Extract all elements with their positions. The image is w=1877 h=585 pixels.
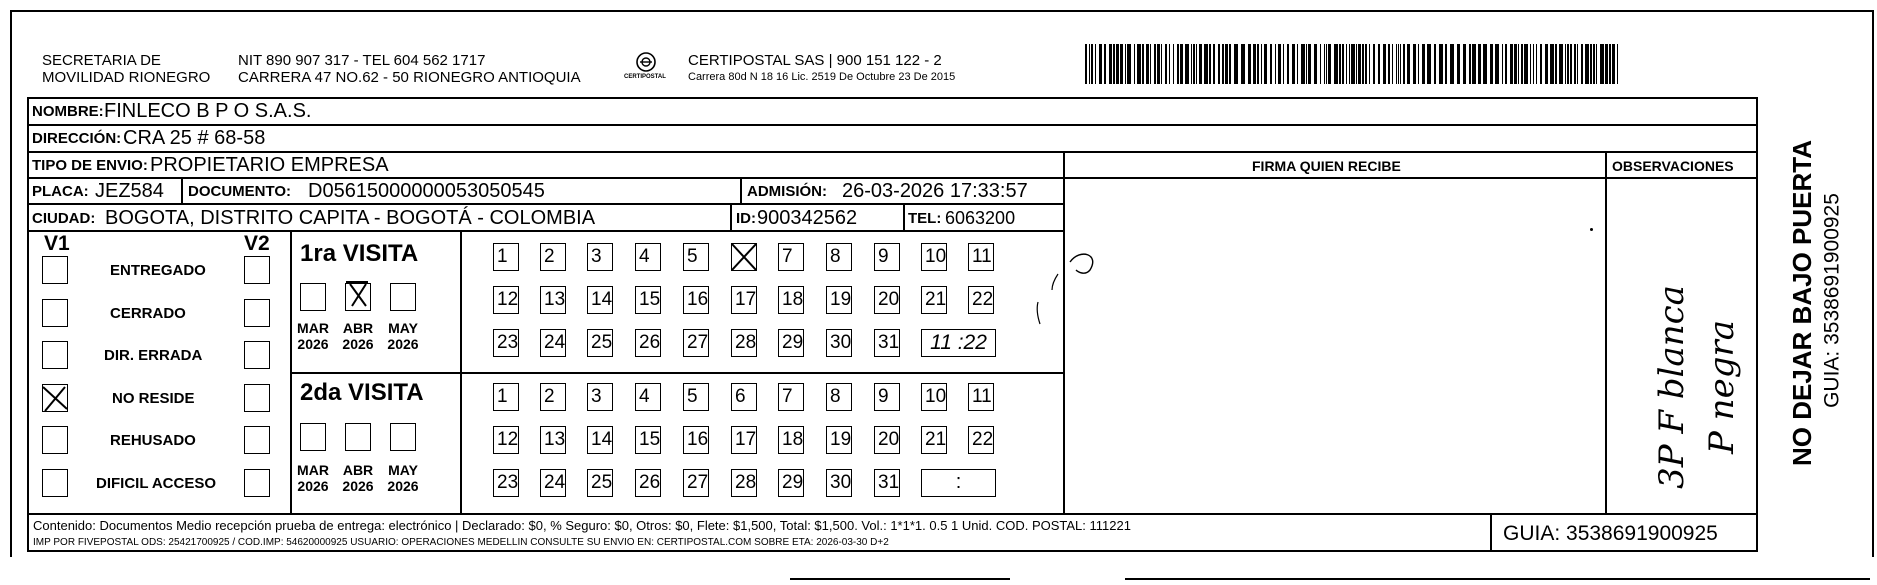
- barcode-bar: [1596, 44, 1597, 84]
- barcode-bar: [1180, 44, 1183, 84]
- barcode-bar: [1577, 44, 1578, 84]
- admision-value: 26-03-2026 17:33:57: [842, 180, 1028, 202]
- v2-checkbox[interactable]: [244, 426, 270, 454]
- barcode-bar: [1196, 44, 1197, 84]
- barcode-bar: [1199, 44, 1202, 84]
- day-box[interactable]: 20: [874, 426, 900, 454]
- barcode-bar: [1283, 44, 1284, 84]
- month-label: [291, 320, 335, 352]
- month-year: 2026: [297, 478, 329, 495]
- observation-line-2: P negra: [1702, 320, 1742, 454]
- month-checkbox[interactable]: [390, 423, 416, 451]
- footer-line-1: Contenido: Documentos Medio recepción prueba de entrega: electrónico | Declarado: $0, % Seguro: $0, Otros: $0, Flete: $1,500, Total: $1,500. Vol.: 1*1*1. 0.5 1 Unid. COD. POSTAL: 111221: [33, 518, 1131, 533]
- month-checkbox[interactable]: [300, 283, 326, 311]
- observaciones-header: OBSERVACIONES: [1612, 158, 1734, 174]
- day-box[interactable]: 3: [587, 383, 613, 411]
- admision-label: ADMISIÓN:: [747, 183, 827, 200]
- barcode-bar: [1365, 44, 1367, 84]
- barcode-bar: [1301, 44, 1305, 84]
- barcode-bar: [1396, 44, 1397, 84]
- v1-checkbox[interactable]: [42, 256, 68, 284]
- barcode-bar: [1612, 44, 1615, 84]
- barcode-bar: [1248, 44, 1251, 84]
- barcode-bar: [1120, 44, 1123, 84]
- day-box[interactable]: 26: [635, 329, 661, 357]
- month-name: MAR: [297, 320, 329, 336]
- month-name: MAR: [297, 462, 329, 478]
- id-value: 900342562: [757, 207, 858, 229]
- barcode-bar: [1218, 44, 1220, 84]
- day-box[interactable]: 11: [968, 243, 994, 271]
- first-visit-time[interactable]: 11 :22: [921, 329, 996, 357]
- day-box[interactable]: 14: [587, 286, 613, 314]
- direccion-value: CRA 25 # 68-58: [123, 127, 266, 149]
- observations-handwritten: [1612, 260, 1752, 505]
- day-box[interactable]: 14: [587, 426, 613, 454]
- barcode-bar: [1342, 44, 1344, 84]
- barcode-bar: [1565, 44, 1566, 84]
- barcode-bar: [1483, 44, 1487, 84]
- day-box[interactable]: 19: [826, 426, 852, 454]
- month-name: MAY: [388, 320, 418, 336]
- barcode-bar: [1173, 44, 1174, 84]
- day-box[interactable]: 2: [540, 383, 566, 411]
- month-checkbox[interactable]: [300, 423, 326, 451]
- v2-checkbox[interactable]: [244, 341, 270, 369]
- barcode-bar: [1600, 44, 1604, 84]
- carrier-line-2: Carrera 80d N 18 16 Lic. 2519 De Octubre 23 De 2015: [688, 71, 956, 83]
- day-box[interactable]: 12: [493, 286, 519, 314]
- barcode-bar: [1570, 44, 1572, 84]
- barcode-bar: [1398, 44, 1399, 84]
- side-guia: GUIA: 3538691900925: [1820, 193, 1844, 408]
- barcode-bar: [1514, 44, 1517, 84]
- month-label: [336, 320, 380, 352]
- barcode-bar: [1089, 44, 1090, 84]
- barcode-bar: [1095, 44, 1096, 84]
- v1-checkbox[interactable]: [42, 426, 68, 454]
- barcode-bar: [1530, 44, 1531, 84]
- status-label: DIR. ERRADA: [104, 347, 203, 364]
- barcode-bar: [1400, 44, 1401, 84]
- sender-line-2: MOVILIDAD RIONEGRO: [42, 69, 211, 86]
- day-box[interactable]: 9: [874, 243, 900, 271]
- barcode-bar: [1334, 44, 1338, 84]
- day-box[interactable]: 6: [731, 383, 757, 411]
- barcode-bar: [1609, 44, 1611, 84]
- barcode-bar: [1085, 44, 1087, 84]
- day-box[interactable]: 20: [874, 286, 900, 314]
- barcode-bar: [1328, 44, 1331, 84]
- day-box[interactable]: 1: [493, 383, 519, 411]
- day-box[interactable]: 18: [778, 426, 804, 454]
- day-box[interactable]: 5: [683, 243, 709, 271]
- barcode-bar: [1297, 44, 1298, 84]
- barcode-bar: [1373, 44, 1375, 84]
- barcode-bar: [1524, 44, 1528, 84]
- placa-label: PLACA:: [32, 183, 89, 200]
- barcode-bar: [1177, 44, 1179, 84]
- day-box[interactable]: 15: [635, 426, 661, 454]
- day-box[interactable]: 3: [587, 243, 613, 271]
- day-box[interactable]: 10: [921, 243, 947, 271]
- day-box[interactable]: 24: [540, 469, 566, 497]
- day-box[interactable]: 4: [635, 243, 661, 271]
- barcode-bar: [1434, 44, 1436, 84]
- barcode-bar: [1161, 44, 1162, 84]
- day-box[interactable]: 31: [874, 329, 900, 357]
- v2-checkbox[interactable]: [244, 256, 270, 284]
- day-box[interactable]: 13: [540, 286, 566, 314]
- barcode-bar: [1314, 44, 1317, 84]
- month-year: 2026: [342, 478, 374, 495]
- tel-value: 6063200: [945, 208, 1016, 228]
- v2-label: V2: [244, 232, 270, 255]
- day-box[interactable]: 15: [635, 286, 661, 314]
- day-box[interactable]: 12: [493, 426, 519, 454]
- barcode-bar: [1356, 44, 1357, 84]
- day-box[interactable]: 16: [683, 426, 709, 454]
- barcode-bar: [1469, 44, 1471, 84]
- barcode-bar: [1457, 44, 1460, 84]
- month-checkbox[interactable]: [345, 283, 371, 311]
- barcode-bar: [1320, 44, 1321, 84]
- barcode-bar: [1418, 44, 1419, 84]
- direccion-label: DIRECCIÓN:: [32, 130, 122, 147]
- barcode-bar: [1287, 44, 1289, 84]
- certipostal-logo: [620, 52, 672, 84]
- v1-label: V1: [44, 232, 70, 255]
- barcode-bar: [1346, 44, 1347, 84]
- barcode-bar: [1154, 44, 1156, 84]
- month-label: [336, 462, 380, 494]
- day-box[interactable]: [731, 243, 757, 271]
- day-box[interactable]: 25: [587, 329, 613, 357]
- day-box[interactable]: 21: [921, 286, 947, 314]
- day-box[interactable]: 4: [635, 383, 661, 411]
- day-box[interactable]: 21: [921, 426, 947, 454]
- barcode-bar: [1137, 44, 1141, 84]
- v2-checkbox[interactable]: [244, 299, 270, 327]
- barcode-bar: [1351, 44, 1355, 84]
- barcode-bar: [1358, 44, 1361, 84]
- firma-header: FIRMA QUIEN RECIBE: [1252, 158, 1401, 174]
- barcode-bar: [1533, 44, 1534, 84]
- day-box[interactable]: 22: [968, 426, 994, 454]
- month-year: 2026: [297, 336, 329, 353]
- barcode-bar: [1127, 44, 1131, 84]
- barcode-bar: [1585, 44, 1589, 84]
- barcode-bar: [1113, 44, 1115, 84]
- ink-dot: [1590, 228, 1593, 231]
- barcode-bar: [1427, 44, 1431, 84]
- barcode-bar: [1403, 44, 1405, 84]
- month-label: [381, 320, 425, 352]
- v1-checkbox[interactable]: [42, 341, 68, 369]
- day-box[interactable]: 30: [826, 469, 852, 497]
- footer-line-2: IMP POR FIVEPOSTAL ODS: 25421700925 / COD.IMP: 54620000925 USUARIO: OPERACIONES MEDELLIN CONSULTE SU ENVIO EN: CERTIPOSTAL.COM SOBRE ETA: 2026-03-30 D+2: [33, 537, 889, 548]
- side-warning: NO DEJAR BAJO PUERTA: [1787, 140, 1817, 467]
- v1-checkbox[interactable]: [42, 299, 68, 327]
- barcode-bar: [1536, 44, 1537, 84]
- barcode-bar: [1257, 44, 1259, 84]
- day-box[interactable]: 26: [635, 469, 661, 497]
- barcode-bar: [1495, 44, 1499, 84]
- barcode-bar: [1445, 44, 1447, 84]
- day-box[interactable]: 22: [968, 286, 994, 314]
- logo-text: CERTIPOSTAL: [624, 74, 666, 80]
- barcode-bar: [1134, 44, 1135, 84]
- barcode-bar: [1472, 44, 1476, 84]
- footer-guia: GUIA: 3538691900925: [1503, 522, 1718, 545]
- barcode-bar: [1510, 44, 1513, 84]
- barcode-bar: [1116, 44, 1119, 84]
- month-year: 2026: [342, 336, 374, 353]
- ciudad-value: BOGOTA, DISTRITO CAPITA - BOGOTÁ - COLOMBIA: [105, 207, 596, 229]
- day-box[interactable]: 28: [731, 469, 757, 497]
- day-box[interactable]: 1: [493, 243, 519, 271]
- barcode-bar: [1439, 44, 1443, 84]
- barcode-bar: [1540, 44, 1542, 84]
- day-box[interactable]: 2: [540, 243, 566, 271]
- barcode-bar: [1104, 44, 1106, 84]
- day-box[interactable]: 8: [826, 383, 852, 411]
- tipo-label: TIPO DE ENVIO:: [32, 157, 148, 174]
- barcode-bar: [1193, 44, 1195, 84]
- barcode-bar: [1229, 44, 1231, 84]
- v1-checkbox[interactable]: [42, 384, 68, 412]
- barcode-bar: [1463, 44, 1466, 84]
- barcode-bar: [1146, 44, 1149, 84]
- barcode-bar: [1378, 44, 1380, 84]
- day-box[interactable]: 8: [826, 243, 852, 271]
- barcode-bar: [1545, 44, 1548, 84]
- day-box[interactable]: 30: [826, 329, 852, 357]
- barcode-bar: [1502, 44, 1503, 84]
- status-label: REHUSADO: [110, 432, 196, 449]
- barcode-bar: [1109, 44, 1112, 84]
- barcode-bar: [1234, 44, 1238, 84]
- month-year: 2026: [387, 336, 419, 353]
- barcode-bar: [1605, 44, 1608, 84]
- month-checkbox[interactable]: [390, 283, 416, 311]
- day-box[interactable]: 27: [683, 329, 709, 357]
- v2-checkbox[interactable]: [244, 469, 270, 497]
- day-box[interactable]: 9: [874, 383, 900, 411]
- barcode-bar: [1617, 44, 1618, 84]
- barcode-bar: [1209, 44, 1211, 84]
- month-name: ABR: [342, 320, 374, 336]
- bottom-rule-right: [1125, 578, 1870, 580]
- day-box[interactable]: 13: [540, 426, 566, 454]
- barcode-bar: [1413, 44, 1416, 84]
- barcode-bar: [1099, 44, 1102, 84]
- nombre-label: NOMBRE:: [32, 103, 104, 120]
- side-text: [1762, 100, 1852, 500]
- barcode-bar: [1275, 44, 1276, 84]
- bottom-rule-left: [790, 578, 1010, 580]
- ciudad-label: CIUDAD:: [32, 210, 96, 227]
- barcode-bar: [1125, 44, 1126, 84]
- barcode-bar: [1165, 44, 1167, 84]
- documento-label: DOCUMENTO:: [188, 183, 292, 200]
- barcode-bar: [1142, 44, 1144, 84]
- barcode-bar: [1574, 44, 1576, 84]
- barcode-bar: [1270, 44, 1272, 84]
- barcode-bar: [1191, 44, 1192, 84]
- day-box[interactable]: 10: [921, 383, 947, 411]
- barcode-bar: [1505, 44, 1507, 84]
- barcode-bar: [1550, 44, 1554, 84]
- day-box[interactable]: 5: [683, 383, 709, 411]
- barcode-bar: [1091, 44, 1093, 84]
- barcode-bar: [1407, 44, 1410, 84]
- barcode-bar: [1150, 44, 1151, 84]
- day-box[interactable]: 7: [778, 383, 804, 411]
- v1-checkbox[interactable]: [42, 469, 68, 497]
- nombre-value: FINLECO B P O S.A.S.: [104, 100, 312, 122]
- barcode-bar: [1590, 44, 1592, 84]
- day-box[interactable]: 24: [540, 329, 566, 357]
- tel-label: TEL:: [908, 210, 942, 227]
- sender-line-1: SECRETARIA DE: [42, 52, 161, 69]
- barcode-bar: [1581, 44, 1583, 84]
- barcode-bar: [1278, 44, 1281, 84]
- v2-checkbox[interactable]: [244, 384, 270, 412]
- day-box[interactable]: 23: [493, 469, 519, 497]
- barcode-bar: [1518, 44, 1519, 84]
- day-box[interactable]: 7: [778, 243, 804, 271]
- day-box[interactable]: 17: [731, 286, 757, 314]
- signature-scribble: [1030, 240, 1100, 330]
- day-box[interactable]: 28: [731, 329, 757, 357]
- month-year: 2026: [387, 478, 419, 495]
- tipo-value: PROPIETARIO EMPRESA: [150, 154, 389, 176]
- barcode-bar: [1326, 44, 1327, 84]
- barcode-bar: [1521, 44, 1523, 84]
- barcode-bar: [1383, 44, 1386, 84]
- month-checkbox[interactable]: [345, 423, 371, 451]
- placa-value: JEZ584: [95, 180, 164, 202]
- id-label: ID:: [736, 210, 756, 227]
- barcode-bar: [1222, 44, 1224, 84]
- day-box[interactable]: 16: [683, 286, 709, 314]
- day-box[interactable]: 23: [493, 329, 519, 357]
- barcode-bar: [1567, 44, 1569, 84]
- barcode-bar: [1422, 44, 1425, 84]
- status-label: NO RESIDE: [112, 390, 195, 407]
- barcode-bar: [1388, 44, 1390, 84]
- day-box[interactable]: 29: [778, 329, 804, 357]
- barcode-bar: [1324, 44, 1325, 84]
- month-name: ABR: [342, 462, 374, 478]
- day-box[interactable]: 27: [683, 469, 709, 497]
- barcode-bar: [1213, 44, 1215, 84]
- barcode-bar: [1593, 44, 1595, 84]
- barcode-bar: [1204, 44, 1208, 84]
- barcode-bar: [1157, 44, 1160, 84]
- day-box[interactable]: 18: [778, 286, 804, 314]
- day-box[interactable]: 31: [874, 469, 900, 497]
- month-label: [291, 462, 335, 494]
- barcode-bar: [1261, 44, 1262, 84]
- status-label: CERRADO: [110, 305, 186, 322]
- barcode-bar: [1362, 44, 1364, 84]
- month-name: MAY: [388, 462, 418, 478]
- barcode-bar: [1450, 44, 1454, 84]
- barcode: [1085, 44, 1620, 84]
- barcode-bar: [1490, 44, 1493, 84]
- day-box[interactable]: 25: [587, 469, 613, 497]
- day-box[interactable]: 17: [731, 426, 757, 454]
- second-visit-title: 2da VISITA: [300, 379, 424, 406]
- first-visit-title: 1ra VISITA: [300, 240, 419, 267]
- day-box[interactable]: 19: [826, 286, 852, 314]
- carrier-line-1: CERTIPOSTAL SAS | 900 151 122 - 2: [688, 52, 942, 69]
- barcode-bar: [1339, 44, 1341, 84]
- month-label: [381, 462, 425, 494]
- documento-value: D05615000000053050545: [308, 180, 545, 202]
- second-visit-time[interactable]: :: [921, 469, 996, 497]
- barcode-bar: [1225, 44, 1228, 84]
- barcode-bar: [1555, 44, 1557, 84]
- barcode-bar: [1308, 44, 1311, 84]
- barcode-bar: [1478, 44, 1481, 84]
- barcode-bar: [1253, 44, 1256, 84]
- barcode-bar: [1392, 44, 1393, 84]
- day-box[interactable]: 29: [778, 469, 804, 497]
- barcode-bar: [1264, 44, 1267, 84]
- barcode-bar: [1169, 44, 1170, 84]
- barcode-bar: [1185, 44, 1189, 84]
- day-box[interactable]: 11: [968, 383, 994, 411]
- address-line: CARRERA 47 NO.62 - 50 RIONEGRO ANTIOQUIA: [238, 69, 581, 86]
- barcode-bar: [1349, 44, 1350, 84]
- barcode-bar: [1292, 44, 1295, 84]
- barcode-bar: [1241, 44, 1245, 84]
- barcode-bar: [1369, 44, 1370, 84]
- observation-line-1: 3P F blanca: [1652, 285, 1692, 489]
- nit-line: NIT 890 907 317 - TEL 604 562 1717: [238, 52, 486, 69]
- barcode-bar: [1306, 44, 1307, 84]
- status-label: ENTREGADO: [110, 262, 206, 279]
- barcode-bar: [1559, 44, 1563, 84]
- status-label: DIFICIL ACCESO: [96, 475, 217, 492]
